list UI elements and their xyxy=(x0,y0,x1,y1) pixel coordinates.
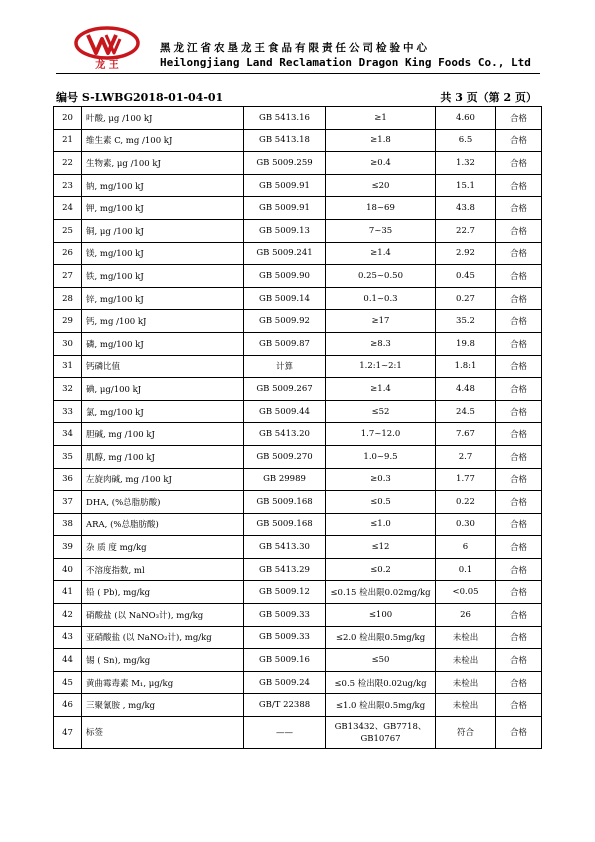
cell-verdict: 合格 xyxy=(496,197,542,220)
cell-method: GB/T 22388 xyxy=(244,694,326,717)
inspection-table xyxy=(53,106,542,749)
company-name-cn: 黑龙江省农垦龙王食品有限责任公司检验中心 xyxy=(160,42,430,54)
cell-result: 未检出 xyxy=(436,626,496,649)
cell-method: GB 5009.33 xyxy=(244,604,326,627)
cell-item: 铅 ( Pb), mg/kg xyxy=(82,581,244,604)
inspection-table-body xyxy=(54,107,542,749)
table-row xyxy=(54,445,542,468)
table-row xyxy=(54,197,542,220)
cell-method: GB 5009.259 xyxy=(244,152,326,175)
cell-standard: ≥1.8 xyxy=(326,129,436,152)
cell-verdict: 合格 xyxy=(496,332,542,355)
cell-item: 胆碱, mg /100 kJ xyxy=(82,423,244,446)
cell-result: 符合 xyxy=(436,717,496,749)
cell-verdict: 合格 xyxy=(496,423,542,446)
table-row xyxy=(54,400,542,423)
cell-result: 19.8 xyxy=(436,332,496,355)
cell-standard: ≤0.5 xyxy=(326,491,436,514)
cell-standard: 1.7~12.0 xyxy=(326,423,436,446)
cell-standard: 18~69 xyxy=(326,197,436,220)
cell-verdict: 合格 xyxy=(496,378,542,401)
table-row xyxy=(54,558,542,581)
cell-method: GB 29989 xyxy=(244,468,326,491)
cell-standard: 7~35 xyxy=(326,219,436,242)
table-row xyxy=(54,491,542,514)
cell-verdict: 合格 xyxy=(496,265,542,288)
cell-item: 氯, mg/100 kJ xyxy=(82,400,244,423)
cell-result: 2.7 xyxy=(436,445,496,468)
table-row xyxy=(54,265,542,288)
table-row xyxy=(54,423,542,446)
cell-result: 2.92 xyxy=(436,242,496,265)
cell-method: GB 5009.13 xyxy=(244,219,326,242)
cell-verdict: 合格 xyxy=(496,626,542,649)
cell-standard: ≥0.3 xyxy=(326,468,436,491)
cell-method: 计算 xyxy=(244,355,326,378)
table-row xyxy=(54,174,542,197)
cell-verdict: 合格 xyxy=(496,242,542,265)
cell-standard: 1.0~9.5 xyxy=(326,445,436,468)
cell-standard: ≥8.3 xyxy=(326,332,436,355)
cell-no: 27 xyxy=(54,265,82,288)
cell-method: GB 5009.168 xyxy=(244,513,326,536)
cell-method: GB 5413.16 xyxy=(244,107,326,130)
cell-result: <0.05 xyxy=(436,581,496,604)
cell-method: GB 5413.20 xyxy=(244,423,326,446)
table-row xyxy=(54,581,542,604)
cell-result: 0.22 xyxy=(436,491,496,514)
cell-result: 6.5 xyxy=(436,129,496,152)
cell-item: 锡 ( Sn), mg/kg xyxy=(82,649,244,672)
cell-result: 0.27 xyxy=(436,287,496,310)
cell-result: 35.2 xyxy=(436,310,496,333)
table-row xyxy=(54,310,542,333)
cell-item: 硝酸盐 (以 NaNO₃计), mg/kg xyxy=(82,604,244,627)
cell-result: 未检出 xyxy=(436,671,496,694)
cell-method: GB 5009.90 xyxy=(244,265,326,288)
cell-verdict: 合格 xyxy=(496,717,542,749)
cell-standard: ≥1.4 xyxy=(326,378,436,401)
cell-no: 36 xyxy=(54,468,82,491)
cell-standard: ≤0.15 检出限0.02mg/kg xyxy=(326,581,436,604)
cell-result: 6 xyxy=(436,536,496,559)
cell-item: 肌醇, mg /100 kJ xyxy=(82,445,244,468)
cell-no: 33 xyxy=(54,400,82,423)
cell-result: 22.7 xyxy=(436,219,496,242)
cell-no: 31 xyxy=(54,355,82,378)
cell-method: GB 5009.92 xyxy=(244,310,326,333)
cell-no: 38 xyxy=(54,513,82,536)
cell-method: GB 5009.24 xyxy=(244,671,326,694)
cell-item: 维生素 C, mg /100 kJ xyxy=(82,129,244,152)
cell-standard: ≤52 xyxy=(326,400,436,423)
cell-standard: ≤1.0 检出限0.5mg/kg xyxy=(326,694,436,717)
cell-item: 黄曲霉毒素 M₁, μg/kg xyxy=(82,671,244,694)
cell-verdict: 合格 xyxy=(496,468,542,491)
cell-standard: GB13432、GB7718、GB10767 xyxy=(326,717,436,749)
table-row xyxy=(54,107,542,130)
cell-no: 35 xyxy=(54,445,82,468)
header-divider xyxy=(56,73,540,74)
cell-result: 未检出 xyxy=(436,694,496,717)
cell-standard: ≤100 xyxy=(326,604,436,627)
cell-verdict: 合格 xyxy=(496,174,542,197)
cell-result: 1.8:1 xyxy=(436,355,496,378)
cell-no: 41 xyxy=(54,581,82,604)
table-row xyxy=(54,649,542,672)
cell-no: 26 xyxy=(54,242,82,265)
cell-result: 4.48 xyxy=(436,378,496,401)
cell-verdict: 合格 xyxy=(496,355,542,378)
cell-item: 锌, mg/100 kJ xyxy=(82,287,244,310)
cell-standard: ≤12 xyxy=(326,536,436,559)
cell-no: 23 xyxy=(54,174,82,197)
cell-method: GB 5009.87 xyxy=(244,332,326,355)
cell-method: GB 5009.14 xyxy=(244,287,326,310)
table-row xyxy=(54,378,542,401)
cell-item: 杂 质 度 mg/kg xyxy=(82,536,244,559)
cell-verdict: 合格 xyxy=(496,152,542,175)
cell-result: 15.1 xyxy=(436,174,496,197)
cell-verdict: 合格 xyxy=(496,129,542,152)
cell-standard: ≥1 xyxy=(326,107,436,130)
cell-method: —— xyxy=(244,717,326,749)
cell-verdict: 合格 xyxy=(496,287,542,310)
cell-item: 生物素, μg /100 kJ xyxy=(82,152,244,175)
cell-result: 7.67 xyxy=(436,423,496,446)
cell-item: 磷, mg/100 kJ xyxy=(82,332,244,355)
table-row xyxy=(54,604,542,627)
cell-method: GB 5009.168 xyxy=(244,491,326,514)
cell-verdict: 合格 xyxy=(496,310,542,333)
cell-no: 44 xyxy=(54,649,82,672)
cell-result: 24.5 xyxy=(436,400,496,423)
cell-verdict: 合格 xyxy=(496,649,542,672)
cell-item: 不溶度指数, ml xyxy=(82,558,244,581)
cell-standard: ≤1.0 xyxy=(326,513,436,536)
cell-item: DHA, (%总脂肪酸) xyxy=(82,491,244,514)
cell-result: 0.30 xyxy=(436,513,496,536)
cell-standard: ≥0.4 xyxy=(326,152,436,175)
table-row xyxy=(54,129,542,152)
cell-method: GB 5413.30 xyxy=(244,536,326,559)
cell-method: GB 5009.91 xyxy=(244,174,326,197)
table-row xyxy=(54,287,542,310)
page-info: 共 3 页（第 2 页） xyxy=(440,91,537,104)
cell-no: 43 xyxy=(54,626,82,649)
company-logo xyxy=(72,26,142,70)
cell-result: 未检出 xyxy=(436,649,496,672)
table-row xyxy=(54,332,542,355)
cell-method: GB 5413.18 xyxy=(244,129,326,152)
cell-result: 1.32 xyxy=(436,152,496,175)
cell-no: 34 xyxy=(54,423,82,446)
cell-standard: ≤0.5 检出限0.02ug/kg xyxy=(326,671,436,694)
cell-item: 钠, mg/100 kJ xyxy=(82,174,244,197)
cell-method: GB 5009.241 xyxy=(244,242,326,265)
cell-method: GB 5009.12 xyxy=(244,581,326,604)
cell-method: GB 5009.44 xyxy=(244,400,326,423)
cell-standard: ≤0.2 xyxy=(326,558,436,581)
cell-item: 三聚氰胺 , mg/kg xyxy=(82,694,244,717)
cell-item: 镁, mg/100 kJ xyxy=(82,242,244,265)
table-row xyxy=(54,536,542,559)
cell-item: 叶酸, μg /100 kJ xyxy=(82,107,244,130)
cell-standard: ≥1.4 xyxy=(326,242,436,265)
cell-no: 47 xyxy=(54,717,82,749)
table-row xyxy=(54,626,542,649)
table-row xyxy=(54,468,542,491)
cell-item: 左旋肉碱, mg /100 kJ xyxy=(82,468,244,491)
table-row xyxy=(54,671,542,694)
company-name-en: Heilongjiang Land Reclamation Dragon King Foods Co., Ltd xyxy=(160,56,531,69)
cell-verdict: 合格 xyxy=(496,604,542,627)
cell-method: GB 5009.267 xyxy=(244,378,326,401)
cell-verdict: 合格 xyxy=(496,558,542,581)
cell-result: 43.8 xyxy=(436,197,496,220)
cell-standard: ≤50 xyxy=(326,649,436,672)
cell-verdict: 合格 xyxy=(496,445,542,468)
cell-item: 碘, μg/100 kJ xyxy=(82,378,244,401)
cell-no: 30 xyxy=(54,332,82,355)
cell-standard: ≤2.0 检出限0.5mg/kg xyxy=(326,626,436,649)
cell-item: 钙磷比值 xyxy=(82,355,244,378)
cell-no: 21 xyxy=(54,129,82,152)
cell-no: 25 xyxy=(54,219,82,242)
table-row xyxy=(54,717,542,749)
cell-item: 铜, μg /100 kJ xyxy=(82,219,244,242)
cell-result: 0.1 xyxy=(436,558,496,581)
cell-verdict: 合格 xyxy=(496,107,542,130)
cell-no: 40 xyxy=(54,558,82,581)
cell-no: 46 xyxy=(54,694,82,717)
cell-verdict: 合格 xyxy=(496,219,542,242)
table-row xyxy=(54,152,542,175)
cell-no: 29 xyxy=(54,310,82,333)
cell-no: 45 xyxy=(54,671,82,694)
cell-verdict: 合格 xyxy=(496,400,542,423)
cell-verdict: 合格 xyxy=(496,671,542,694)
cell-no: 28 xyxy=(54,287,82,310)
cell-no: 32 xyxy=(54,378,82,401)
cell-standard: 0.1~0.3 xyxy=(326,287,436,310)
cell-method: GB 5009.16 xyxy=(244,649,326,672)
cell-item: 铁, mg/100 kJ xyxy=(82,265,244,288)
cell-no: 37 xyxy=(54,491,82,514)
cell-method: GB 5009.270 xyxy=(244,445,326,468)
cell-method: GB 5009.91 xyxy=(244,197,326,220)
cell-result: 0.45 xyxy=(436,265,496,288)
cell-verdict: 合格 xyxy=(496,536,542,559)
cell-no: 42 xyxy=(54,604,82,627)
table-row xyxy=(54,513,542,536)
cell-item: 钾, mg/100 kJ xyxy=(82,197,244,220)
cell-standard: ≥17 xyxy=(326,310,436,333)
cell-method: GB 5413.29 xyxy=(244,558,326,581)
cell-no: 24 xyxy=(54,197,82,220)
document-number: 编号 S-LWBG2018-01-04-01 xyxy=(56,91,224,104)
cell-standard: ≤20 xyxy=(326,174,436,197)
cell-no: 39 xyxy=(54,536,82,559)
cell-standard: 1.2:1~2:1 xyxy=(326,355,436,378)
cell-item: 钙, mg /100 kJ xyxy=(82,310,244,333)
cell-no: 20 xyxy=(54,107,82,130)
cell-verdict: 合格 xyxy=(496,491,542,514)
table-row xyxy=(54,694,542,717)
table-row xyxy=(54,355,542,378)
cell-result: 1.77 xyxy=(436,468,496,491)
table-row xyxy=(54,242,542,265)
cell-item: ARA, (%总脂肪酸) xyxy=(82,513,244,536)
cell-method: GB 5009.33 xyxy=(244,626,326,649)
cell-result: 4.60 xyxy=(436,107,496,130)
logo-text: 龙 王 xyxy=(95,60,119,70)
cell-verdict: 合格 xyxy=(496,581,542,604)
cell-item: 亚硝酸盐 (以 NaNO₂计), mg/kg xyxy=(82,626,244,649)
cell-verdict: 合格 xyxy=(496,694,542,717)
cell-no: 22 xyxy=(54,152,82,175)
cell-item: 标签 xyxy=(82,717,244,749)
cell-standard: 0.25~0.50 xyxy=(326,265,436,288)
table-row xyxy=(54,219,542,242)
cell-verdict: 合格 xyxy=(496,513,542,536)
cell-result: 26 xyxy=(436,604,496,627)
